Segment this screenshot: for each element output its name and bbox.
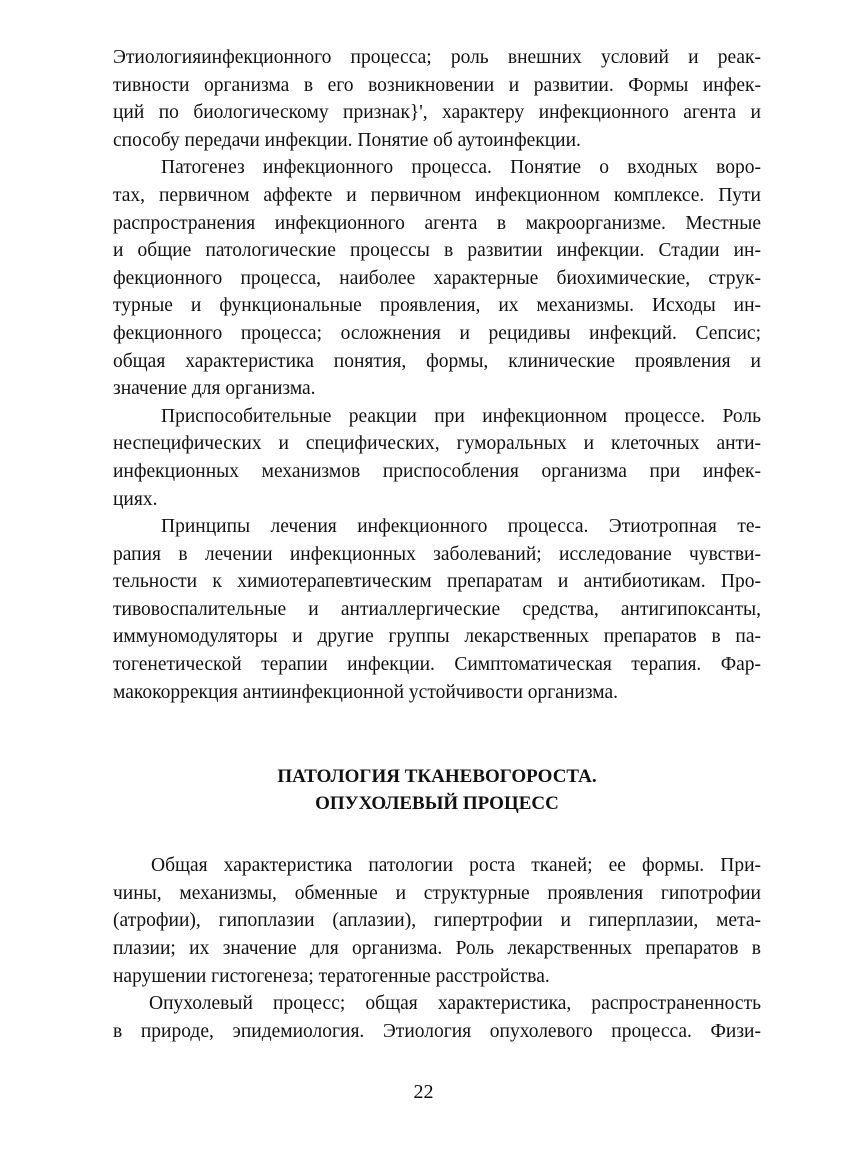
text-line: циях. xyxy=(113,488,158,510)
section-heading xyxy=(113,763,761,817)
text-line: Опухолевый процесс; общая характеристика, распространенность xyxy=(149,993,761,1015)
text-line: тогенетической терапии инфекции. Симптоматическая терапия. Фар- xyxy=(113,654,761,676)
text-line: Общая характеристика патологии роста тканей; ее формы. При- xyxy=(151,855,761,877)
text-line: рапия в лечении инфекционных заболеваний; исследование чувстви- xyxy=(113,543,761,565)
text-line: иммуномодуляторы и другие группы лекарственных препаратов в па- xyxy=(113,626,761,648)
text-line: турные и функциональные проявления, их механизмы. Исходы ин- xyxy=(113,295,761,317)
text-line: общая характеристика понятия, формы, клинические проявления и xyxy=(113,350,761,372)
text-line: нарушении гистогенеза; тератогенные расстройства. xyxy=(113,965,550,987)
paragraph-tissue-growth xyxy=(113,852,761,990)
paragraph-pathogenesis xyxy=(113,154,761,402)
text-line: Этиологияинфекционного процесса; роль внешних условий и реак- xyxy=(113,47,761,68)
text-line: (атрофии), гипоплазии (аплазии), гипертрофии и гиперплазии, мета- xyxy=(113,910,761,932)
text-line: инфекционных механизмов приспособления организма при инфек- xyxy=(113,460,761,482)
paragraph-treatment-principles xyxy=(113,513,761,706)
text-line: тах, первичном аффекте и первичном инфекционном комплексе. Пути xyxy=(113,184,761,206)
text-line: Патогенез инфекционного процесса. Понятие о входных воро- xyxy=(161,157,761,179)
text-line: фекционного процесса, наиболее характерные биохимические, струк- xyxy=(113,267,761,289)
paragraph-etiology xyxy=(113,44,761,154)
text-line: фекционного процесса; осложнения и рецидивы инфекций. Сепсис; xyxy=(113,322,761,344)
text-line: макокоррекция антиинфекционной устойчивости организма. xyxy=(113,681,618,703)
text-line: неспецифических и специфических, гуморальных и клеточных анти- xyxy=(113,433,761,455)
text-line: тивности организма в его возникновении и развитии. Формы инфек- xyxy=(113,74,761,96)
paragraph-tumor-process xyxy=(113,990,761,1045)
text-line: распространения инфекционного агента в макроорганизме. Местные xyxy=(113,212,761,234)
text-line: тельности к химиотерапевтическим препаратам и антибиотикам. Про- xyxy=(113,571,761,593)
heading-line: ПАТОЛОГИЯ ТКАНЕВОГОРОСТА. xyxy=(277,766,597,788)
text-line: Принципы лечения инфекционного процесса. Этиотропная те- xyxy=(161,516,761,538)
text-line: плазии; их значение для организма. Роль лекарственных препаратов в xyxy=(113,938,761,960)
text-line: Приспособительные реакции при инфекционном процессе. Роль xyxy=(161,405,761,427)
text-line: и общие патологические процессы в развитии инфекции. Стадии ин- xyxy=(113,240,761,262)
text-line: ций по биологическому признак}', характеру инфекционного агента и xyxy=(113,102,761,124)
text-line: чины, механизмы, обменные и структурные проявления гипотрофии xyxy=(113,882,761,904)
heading-line: ОПУХОЛЕВЫЙ ПРОЦЕСС xyxy=(315,793,559,815)
text-line: в природе, эпидемиология. Этиология опухолевого процесса. Физи- xyxy=(113,1020,761,1042)
paragraph-adaptive-reactions xyxy=(113,403,761,513)
page-body xyxy=(113,44,761,1045)
text-line: тивовоспалительные и антиаллергические средства, антигипоксанты, xyxy=(113,598,761,620)
text-line: значение для организма. xyxy=(113,378,316,400)
text-line: способу передачи инфекции. Понятие об аутоинфекции. xyxy=(113,129,581,151)
page-number: 22 xyxy=(413,1081,434,1103)
